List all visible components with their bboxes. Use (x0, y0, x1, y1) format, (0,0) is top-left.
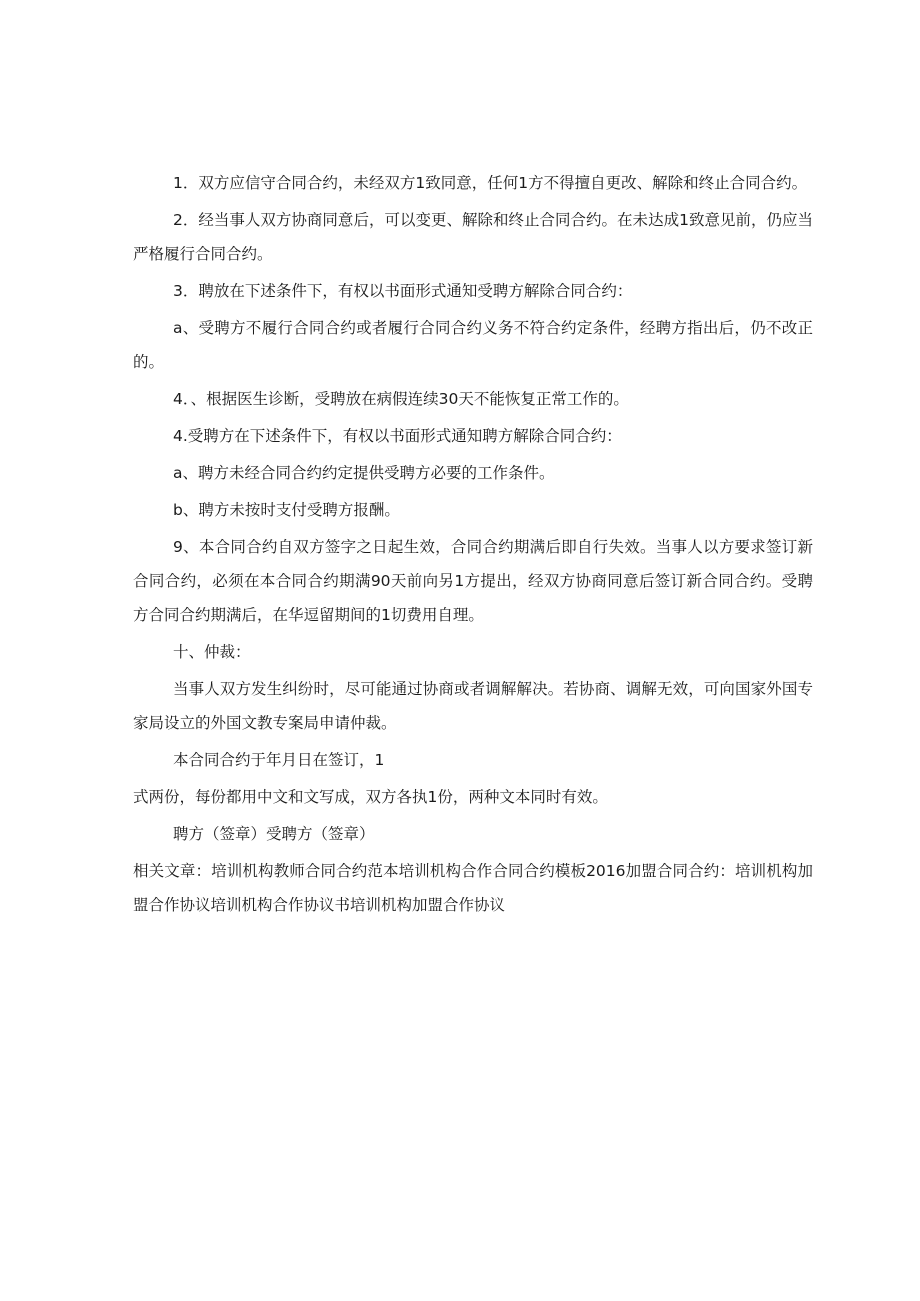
document-body (133, 166, 813, 922)
clause-9: 9、本合同合约自双方签字之日起生效，合同合约期满后即自行失效。当事人以方要求签订新合同合约，必须在本合同合约期满90天前向另1方提出，经双方协商同意后签订新合同合约。受聘方合同合约期满后，在华逗留期间的1切费用自理。 (133, 538, 813, 624)
clause-2: 2．经当事人双方协商同意后，可以变更、解除和终止合同合约。在未达成1致意见前，仍应当严格履行合同合约。 (133, 211, 813, 263)
section-arbitration-heading: 十、仲裁： (173, 643, 251, 661)
copies-line: 式两份，每份都用中文和文写成，双方各执1份，两种文本同时有效。 (133, 788, 608, 806)
arbitration-text: 当事人双方发生纠纷时，尽可能通过协商或者调解解决。若协商、调解无效，可向国家外国专家局设立的外国文教专案局申请仲裁。 (133, 680, 813, 732)
clause-4a: a、聘方未经合同合约约定提供受聘方必要的工作条件。 (173, 464, 555, 482)
clause-4-illness: 4．、根据医生诊断，受聘放在病假连续30天不能恢复正常工作的。 (173, 390, 629, 408)
clause-1: 1．双方应信守合同合约，未经双方1致同意，任何1方不得擅自更改、解除和终止合同合约。 (173, 174, 808, 192)
clause-4b: b、聘方未按时支付受聘方报酬。 (173, 501, 400, 519)
clause-3a: a、受聘方不履行合同合约或者履行合同合约义务不符合约定条件，经聘方指出后，仍不改正的。 (133, 319, 813, 371)
related-articles: 相关文章：培训机构教师合同合约范本培训机构合作合同合约模板2016加盟合同合约：培训机构加盟合作协议培训机构合作协议书培训机构加盟合作协议 (133, 862, 813, 914)
signature-line: 聘方（签章）受聘方（签章） (173, 825, 375, 843)
clause-4: 4.受聘方在下述条件下，有权以书面形式通知聘方解除合同合约： (173, 427, 622, 445)
signing-date-line: 本合同合约于年月日在签订，1 (173, 751, 385, 769)
clause-3: 3．聘放在下述条件下，有权以书面形式通知受聘方解除合同合约： (173, 282, 633, 300)
